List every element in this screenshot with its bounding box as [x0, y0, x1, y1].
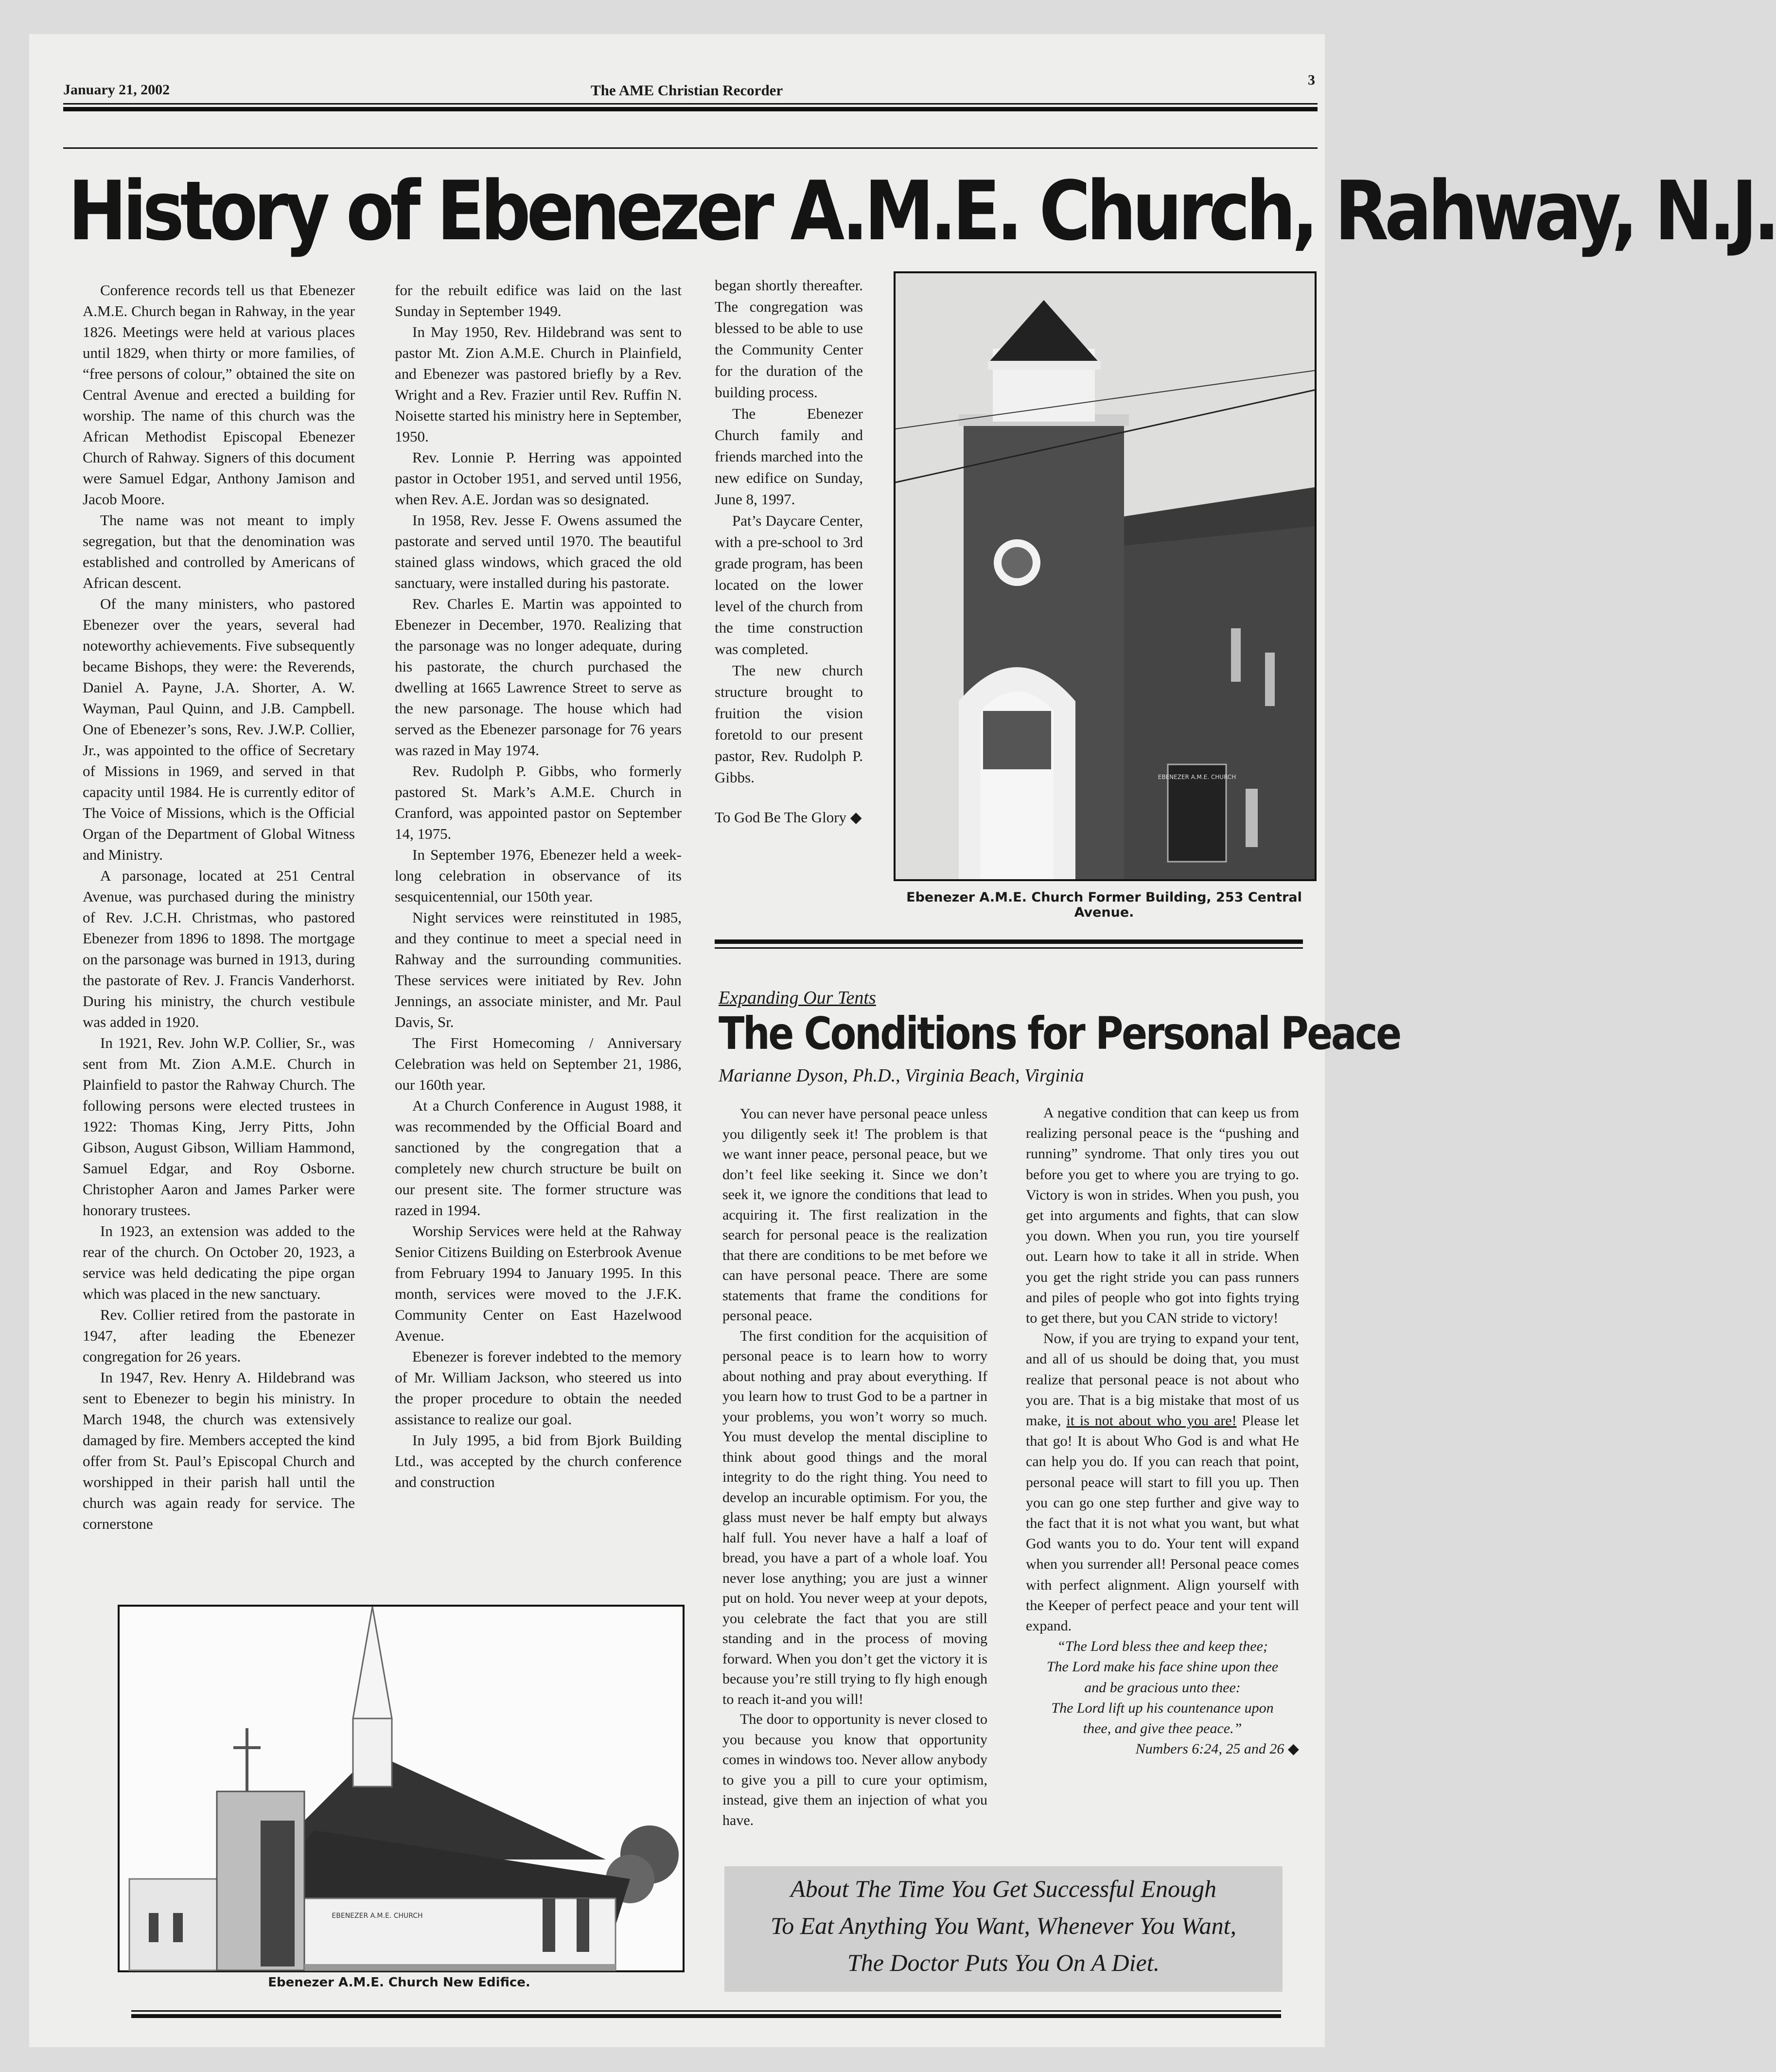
- history-paragraph: At a Church Conference in August 1988, it was recommended by the Official Board and sanctioned by the congregation that a completely new church structure be built on our present site. The former structure was razed in 1994.: [395, 1097, 682, 1219]
- history-paragraph: In May 1950, Rev. Hildebrand was sent to pastor Mt. Zion A.M.E. Church in Plainfield, and Ebenezer was pastored briefly by a Rev. Wright and a Rev. Frazier until Rev. Ruffin N. Noisette started his ministry here in September, 1950.: [395, 323, 682, 445]
- former-church-caption: Ebenezer A.M.E. Church Former Building, 253 Central Avenue.: [906, 890, 1302, 920]
- section-rule-thin: [715, 947, 1303, 949]
- footer-rule-thin: [131, 2010, 1281, 2012]
- paper-name: The AME Christian Recorder: [591, 82, 783, 99]
- history-paragraph: A parsonage, located at 251 Central Avenue, was purchased during the ministry of Rev. J.C.H. Christmas, who pastored Ebenezer from 1896 to 1898. The mortgage on the parsonage was burned in 1913, during the pastorate of Rev. J. Francis Vanderhorst. During his ministry, the church vestibule was added in 1920.: [83, 867, 355, 1030]
- former-church-sign: EBENEZER A.M.E. CHURCH: [1158, 774, 1236, 780]
- history-paragraph: The Ebenezer Church family and friends marched into the new edifice on Sunday, June 8, 1997.: [715, 405, 863, 508]
- history-paragraph: In 1958, Rev. Jesse F. Owens assumed the pastorate and served until 1970. The beautiful stained glass windows, which graced the old sanctuary, were installed during his pastorate.: [395, 512, 682, 591]
- peace-article-title: The Conditions for Personal Peace: [719, 1008, 1400, 1060]
- history-paragraph: Rev. Collier retired from the pastorate in 1947, after leading the Ebenezer congregation for 26 years.: [83, 1306, 355, 1365]
- history-paragraph: Rev. Rudolph P. Gibbs, who formerly pastored St. Mark’s A.M.E. Church in Cranford, was appointed pastor on September 14, 1975.: [395, 762, 682, 842]
- history-paragraph: Rev. Charles E. Martin was appointed to Ebenezer in December, 1970. Realizing that the parsonage was no longer adequate, during his pastorate, the church purchased the dwelling at 1665 Lawrence Street to serve as the new parsonage. The house which had served as the Ebenezer parsonage for 76 years was razed in May 1974.: [395, 595, 682, 759]
- history-paragraph: Ebenezer is forever indebted to the memory of Mr. William Jackson, who steered us into the proper procedure to obtain the needed assistance to realize our goal.: [395, 1348, 682, 1428]
- history-paragraph: Pat’s Daycare Center, with a pre-school to 3rd grade program, has been located on the lower level of the church from the time construction was completed.: [715, 512, 863, 657]
- new-edifice-caption: Ebenezer A.M.E. Church New Edifice.: [268, 1975, 530, 1990]
- history-paragraph: In September 1976, Ebenezer held a week-long celebration in observance of its sesquicentennial, our 150th year.: [395, 846, 682, 905]
- quote-line: The Doctor Puts You On A Diet.: [847, 1949, 1160, 1976]
- quote-line: About The Time You Get Successful Enough: [791, 1875, 1216, 1902]
- history-paragraph: In 1923, an extension was added to the rear of the church. On October 20, 1923, a service was held dedicating the pipe organ which was placed in the new sanctuary.: [83, 1222, 355, 1302]
- history-closing: To God Be The Glory ◆: [715, 809, 862, 826]
- peace-paragraph: The first condition for the acquisition of personal peace is to learn how to worry about nothing and pray about everything. If you learn how to trust God to be a partner in your problems, you won’t worry so much. You must develop the mental discipline to think about good things and the moral integrity to do the right thing. You need to develop an incurable optimism. For you, the glass must never be half empty but always half full. You never have a half a loaf of bread, you have a part of a whole loaf. You never lose anything; you are just a winner put on hold. You never weep at your depots, you celebrate the fact that you are still standing and in the process of moving forward. When you don’t get the victory it is because you’re still trying to fly high enough to reach it-and you will!: [722, 1328, 987, 1707]
- peace-paragraph: [1026, 1328, 1299, 1636]
- headline-rule: [63, 147, 1318, 149]
- history-paragraph: Rev. Lonnie P. Herring was appointed pastor in October 1951, and served until 1956, when Rev. A.E. Jordan was so designated.: [395, 449, 682, 508]
- quote-line: To Eat Anything You Want, Whenever You Want,: [771, 1912, 1236, 1939]
- scripture-reference: Numbers 6:24, 25 and 26 ◆: [1135, 1741, 1299, 1757]
- scripture-line: The Lord lift up his countenance upon: [1051, 1700, 1274, 1716]
- history-column-1: [83, 280, 355, 1534]
- section-rule-thick: [715, 939, 1303, 944]
- masthead-rule-thick: [63, 107, 1318, 111]
- history-paragraph: Conference records tell us that Ebenezer A.M.E. Church began in Rahway, in the year 1826. Meetings were held at various places until 1829, when thirty or more families, of “free persons of colour,” obtained the site on Central Avenue and erected a building for worship. The name of this church was the African Methodist Episcopal Ebenezer Church of Rahway. Signers of this document were Samuel Edgar, Anthony Jamison and Jacob Moore.: [83, 282, 355, 508]
- peace-underlined-text: it is not about who you are!: [1066, 1413, 1237, 1429]
- peace-column-1: [722, 1104, 987, 1830]
- history-paragraph: Night services were reinstituted in 1985, and they continue to meet a special need in Rahway and the surrounding communities. These services were initiated by Rev. John Jennings, an associate minister, and Mr. Paul Davis, Sr.: [395, 909, 682, 1030]
- footer-rule-thick: [131, 2014, 1281, 2018]
- new-edifice-image: [120, 1607, 683, 1970]
- history-paragraph: In 1921, Rev. John W.P. Collier, Sr., was sent from Mt. Zion A.M.E. Church in Plainfield to pastor the Rahway Church. The following persons were elected trustees in 1922: Thomas King, Jerry Pitts, John Gibson, August Gibson, William Hammond, Samuel Edgar, and Roy Osborne. Christopher Aaron and James Parker were honorary trustees.: [83, 1034, 355, 1219]
- scripture-line: The Lord make his face shine upon thee: [1046, 1659, 1279, 1675]
- history-column-3: [715, 275, 863, 828]
- history-paragraph: Of the many ministers, who pastored Ebenezer over the years, several had noteworthy achievements. Five subsequently became Bishops, they were: the Reverends, Daniel A. Payne, J.A. Shorter, A. W. Wayman, Paul Quinn, and J.B. Campbell. One of Ebenezer’s sons, Rev. J.W.P. Collier, Jr., was appointed to the office of Secretary of Missions in 1969, and served in that capacity until 1984. He is currently editor of The Voice of Missions, which is the Official Organ of the Department of Global Witness and Ministry.: [83, 595, 355, 863]
- history-paragraph: In July 1995, a bid from Bjork Building Ltd., was accepted by the church conference and construction: [395, 1432, 682, 1490]
- peace-byline: Marianne Dyson, Ph.D., Virginia Beach, Virginia: [719, 1065, 1084, 1086]
- peace-paragraph: You can never have personal peace unless you diligently seek it! The problem is that we want inner peace, personal peace, but we don’t feel like seeking it. Since we don’t seek it, we ignore the conditions that lead to acquiring it. The first realization in the search for personal peace is the realization that there are conditions to be met before we can have personal peace. There are some statements that frame the conditions for personal peace.: [722, 1106, 987, 1324]
- issue-date: January 21, 2002: [63, 82, 170, 98]
- history-column-2: [395, 280, 682, 1492]
- history-paragraph: In 1947, Rev. Henry A. Hildebrand was sent to Ebenezer to begin his ministry. In March 1948, the church was extensively damaged by fire. Members accepted the kind offer from St. Paul’s Episcopal Church and worshipped in their parish hall until the church was again ready for service. The cornerstone: [83, 1369, 355, 1532]
- history-paragraph: Worship Services were held at the Rahway Senior Citizens Building on Esterbrook Avenue from February 1994 to January 1995. In this month, services were moved to the J.F.K. Community Center on East Hazelwood Avenue.: [395, 1222, 682, 1344]
- former-church-image: [896, 273, 1315, 879]
- peace-column-2: [1026, 1103, 1299, 1760]
- history-paragraph: began shortly thereafter. The congregation was blessed to be able to use the Community Center for the duration of the building process.: [715, 277, 863, 401]
- scripture-line: thee, and give thee peace.”: [1083, 1720, 1242, 1737]
- filler-quote-box: [724, 1866, 1283, 1992]
- scripture-line: and be gracious unto thee:: [1084, 1679, 1241, 1696]
- former-church-photo: [894, 271, 1317, 881]
- scripture-line: “The Lord bless thee and keep thee;: [1057, 1638, 1268, 1655]
- masthead-rule-thin: [63, 103, 1318, 105]
- history-paragraph: The new church structure brought to fruition the vision foretold to our present pastor, Rev. Rudolph P. Gibbs.: [715, 662, 863, 786]
- column-kicker: Expanding Our Tents: [719, 988, 876, 1008]
- history-paragraph: The First Homecoming / Anniversary Celebration was held on September 21, 1986, our 160th year.: [395, 1034, 682, 1093]
- peace-paragraph: A negative condition that can keep us from realizing personal peace is the “pushing and running” syndrome. That only tires you out before you get to where you are trying to go. Victory is won in strides. When you push, you get into arguments and fights, that can slow you down. When you run, you tire yourself out. Learn how to take it all in stride. When you get the right stride you can pass runners and piles of people who got into fights trying to get there, but you CAN stride to victory!: [1026, 1105, 1299, 1327]
- history-paragraph: for the rebuilt edifice was laid on the last Sunday in September 1949.: [395, 282, 682, 319]
- peace-paragraph: The door to opportunity is never closed to you because you know that opportunity comes in windows too. Never allow anybody to give you a pill to cure your optimism, instead, give them an injection of what you have.: [722, 1711, 987, 1828]
- new-edifice-sign: EBENEZER A.M.E. CHURCH: [332, 1912, 423, 1920]
- history-paragraph: The name was not meant to imply segregation, but that the denomination was established and controlled by Americans of African descent.: [83, 512, 355, 591]
- peace-text: Please let that go! It is about Who God is and what He can help you do. If you can reach that point, personal peace will start to fill you up. Then you can go one step further and give way to the fact that it is not what you want, but what God wants you to do. Your tent will expand when you surrender all! Personal peace comes with perfect alignment. Align yourself with the Keeper of perfect peace and your tent will expand.: [1026, 1413, 1299, 1634]
- peace-text: Now, if you are trying to expand your tent, and all of us should be doing that, you must realize that personal peace is not about who you are. That is a big mistake that most of us make,: [1026, 1330, 1299, 1429]
- new-edifice-photo: [118, 1605, 685, 1972]
- page-number: 3: [1308, 72, 1315, 88]
- history-headline: History of Ebenezer A.M.E. Church, Rahway, N.J.: [68, 163, 1776, 259]
